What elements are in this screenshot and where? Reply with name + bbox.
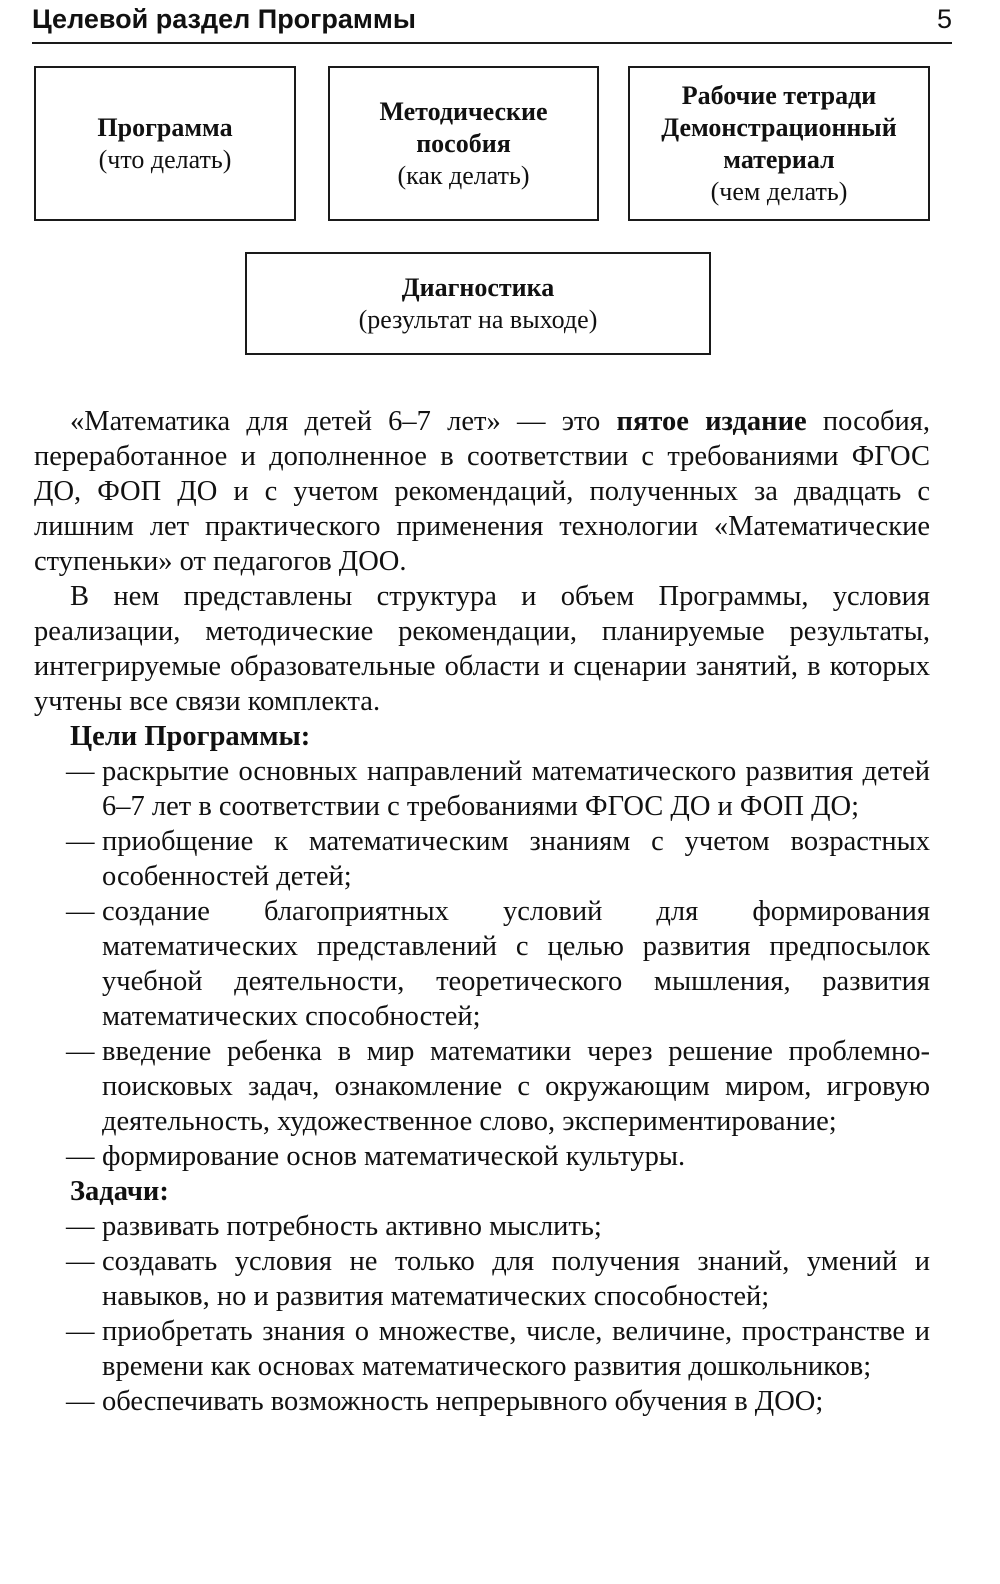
diagnostics-box-subtitle: (результат на выходе) (358, 304, 598, 334)
running-header (32, 0, 952, 44)
dash-glyph: — (66, 1316, 95, 1347)
diagnostics-box-title: Диагностика (401, 272, 555, 302)
goal-item-text: создание благоприятных условий для формирования математических представлений с целью развития предпосылок учебной деятельности, теоретического мышления, развития математических способностей; (102, 896, 930, 1032)
dash-glyph: — (66, 1036, 95, 1067)
intro-part1: «Математика для детей 6–7 лет» — это (70, 406, 617, 437)
methods-box-title-line2: пособия (416, 128, 511, 158)
task-item (34, 1209, 930, 1244)
dash-glyph: — (66, 1386, 95, 1417)
dash-glyph: — (66, 1141, 95, 1172)
page-number: 5 (936, 4, 952, 34)
goals-heading: Цели Программы: (70, 721, 311, 752)
intro-part2: пособия, переработанное и дополненное в соответствии с требованиями ФГОС ДО, ФОП ДО и с учетом рекомендаций, полученных за двадцать с лишним лет практического применения технологии «Математические ступеньки» от педагогов ДОО. (34, 406, 930, 577)
dash-glyph: — (66, 1211, 95, 1242)
workbooks-box-title-line3: материал (723, 144, 835, 174)
body-text (34, 404, 930, 1419)
goal-item (34, 1034, 930, 1139)
task-item-text: создавать условия не только для получения знаний, умений и навыков, но и развития математических способностей; (102, 1246, 930, 1312)
workbooks-box-title-line2: Демонстрационный (661, 112, 897, 142)
goal-item-text: формирование основ математической культуры. (102, 1141, 686, 1172)
program-box-title: Программа (97, 112, 233, 142)
second-paragraph: В нем представлены структура и объем Программы, условия реализации, методические рекомендации, планируемые результаты, интегрируемые образовательные области и сценарии занятий, в которых учтены все связи комплекта. (34, 581, 930, 717)
task-item-text: развивать потребность активно мыслить; (102, 1211, 602, 1242)
intro-bold: пятое издание (616, 406, 807, 437)
workbooks-box (628, 66, 930, 221)
diagnostics-box (245, 252, 711, 355)
goal-item (34, 824, 930, 894)
tasks-heading: Задачи: (70, 1176, 169, 1207)
dash-glyph: — (66, 826, 95, 857)
task-item (34, 1314, 930, 1384)
goals-list (34, 754, 930, 1174)
tasks-list (34, 1209, 930, 1419)
task-item (34, 1244, 930, 1314)
section-title: Целевой раздел Программы (32, 4, 416, 34)
program-box (34, 66, 296, 221)
goal-item-text: раскрытие основных направлений математического развития детей 6–7 лет в соответствии с требованиями ФГОС ДО и ФОП ДО; (102, 756, 930, 822)
goal-item (34, 1139, 930, 1174)
dash-glyph: — (66, 896, 95, 927)
goal-item (34, 754, 930, 824)
goal-item-text: приобщение к математическим знаниям с учетом возрастных особенностей детей; (102, 826, 930, 892)
goal-item (34, 894, 930, 1034)
intro-paragraph (34, 404, 930, 579)
methods-box (328, 66, 599, 221)
task-item-text: приобретать знания о множестве, числе, величине, пространстве и времени как основах математического развития дошкольников; (102, 1316, 930, 1382)
task-item-text: обеспечивать возможность непрерывного обучения в ДОО; (102, 1386, 824, 1417)
goal-item-text: введение ребенка в мир математики через решение проблемно-поисковых задач, ознакомление с окружающим миром, игровую деятельность, художественное слово, экспериментирование; (102, 1036, 930, 1137)
methods-box-subtitle: (как делать) (397, 160, 530, 190)
dash-glyph: — (66, 756, 95, 787)
workbooks-box-title-line1: Рабочие тетради (681, 80, 877, 110)
methods-box-title-line1: Методические (379, 96, 548, 126)
dash-glyph: — (66, 1246, 95, 1277)
workbooks-box-subtitle: (чем делать) (710, 176, 848, 206)
task-item (34, 1384, 930, 1419)
program-box-subtitle: (что делать) (98, 144, 232, 174)
